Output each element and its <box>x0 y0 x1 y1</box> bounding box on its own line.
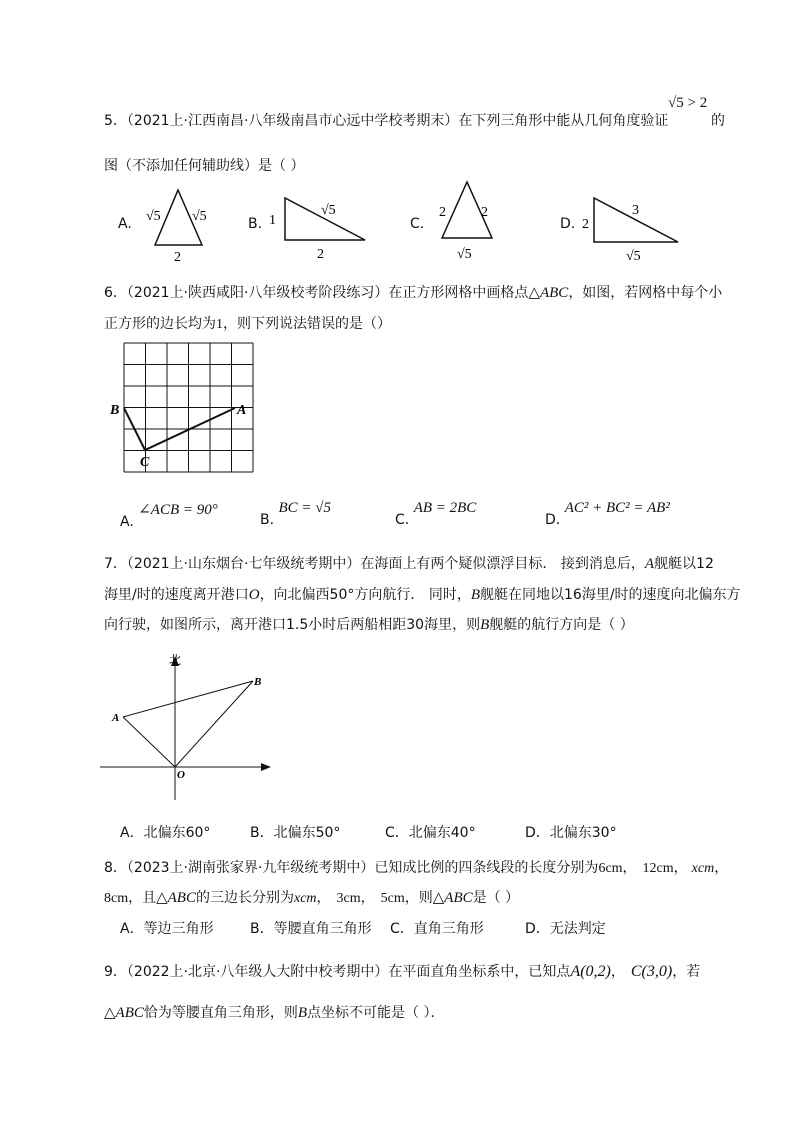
q8-option-c[interactable]: C．直角三角形 <box>390 921 484 937</box>
q5-stem-tail: 的 <box>711 113 725 129</box>
q6-option-a-letter: A. <box>120 514 134 530</box>
q5-line2: 图（不添加任何辅助线）是（ ） <box>104 158 305 174</box>
q8-line2: 8cm，且△ABC的三边长分别为xcm， 3cm， 5cm，则△ABC是（ ） <box>104 890 520 906</box>
q5-option-a-letter[interactable]: A. <box>118 216 132 232</box>
q7-option-a[interactable]: A．北偏东60° <box>120 825 211 841</box>
q6-line1: 6．（2021上·陕西咸阳·八年级校考阶段练习）在正方形网格中画格点△ABC，如图，若网格中每个小 <box>104 285 723 301</box>
q5-b-side-left: 1 <box>269 213 276 228</box>
q5-option-d-figure[interactable] <box>578 190 683 265</box>
q5-c-side-left: 2 <box>439 205 446 220</box>
q6-option-c-expr: AB = 2BC <box>413 500 477 516</box>
q6-triangle: △ABC <box>528 285 569 301</box>
q7-line3: 向行驶，如图所示，离开港口1.5小时后两船相距30海里，则B舰艇的航行方向是（ ） <box>104 617 634 633</box>
q6-option-d[interactable] <box>545 500 670 528</box>
q5-stem-1: 5．（2021上·江西南昌·八年级南昌市心远中学校考期末）在下列三角形中能从几何角度验证 <box>104 113 669 129</box>
q9-line1: 9．（2022上·北京·八年级人大附中校考期中）在平面直角坐标系中，已知点A(0,2)， C(3,0)，若 <box>104 963 701 980</box>
q7-label-a: A <box>112 712 120 724</box>
q5-option-d-letter[interactable]: D. <box>560 216 576 232</box>
q5-c-side-base: √5 <box>457 247 472 262</box>
q8-option-a[interactable]: A．等边三角形 <box>120 921 214 937</box>
q9-point-c: C(3,0) <box>630 963 673 980</box>
q5-b-side-hyp: √5 <box>321 203 336 218</box>
q5-inequality: √5 > 2 <box>668 95 708 111</box>
q7-option-c[interactable]: C．北偏东40° <box>385 825 476 841</box>
q7-line2: 海里/时的速度离开港口O，向北偏西50°方向航行． 同时，B舰艇在同地以16海里/时的速度向北偏东方 <box>104 587 741 603</box>
q6-label-b: B <box>110 403 120 418</box>
q7-north-label: 北 <box>169 653 182 667</box>
q5-a-side-base: 2 <box>174 250 181 265</box>
q5-d-side-left: 2 <box>582 217 589 232</box>
q8-option-d[interactable]: D．无法判定 <box>525 921 606 937</box>
q6-option-b-letter: B. <box>260 512 275 528</box>
q5-d-side-base: √5 <box>626 249 641 264</box>
q5-option-b-letter[interactable]: B. <box>248 216 263 232</box>
q6-grid-figure <box>108 335 258 475</box>
q5-d-side-hyp: 3 <box>632 203 639 218</box>
q5-c-side-right: 2 <box>481 205 488 220</box>
q7-compass-figure <box>95 650 280 810</box>
q5-a-side-left: √5 <box>146 209 161 224</box>
q6-label-c: C <box>140 455 150 470</box>
q7-label-o: O <box>177 769 185 781</box>
q5-option-a-figure[interactable] <box>140 185 220 265</box>
q6-option-c-letter: C. <box>395 512 410 528</box>
q5-b-side-base: 2 <box>317 247 324 262</box>
q7-option-b[interactable]: B．北偏东50° <box>250 825 341 841</box>
q5-option-c-figure[interactable] <box>425 178 505 264</box>
q5-option-b-figure[interactable] <box>265 190 375 265</box>
q6-label-a: A <box>237 403 247 418</box>
q6-option-b-expr: BC = √5 <box>278 500 332 516</box>
q7-line1: 7．（2021上·山东烟台·七年级统考期中）在海面上有两个疑似漂浮目标． 接到消息后，A舰艇以12 <box>104 556 714 572</box>
q6-option-b[interactable] <box>260 500 332 528</box>
q7-label-b: B <box>254 676 262 688</box>
q9-point-a: A(0,2) <box>570 963 611 980</box>
q8-line1: 8．（2023上·湖南张家界·九年级统考期中）已知成比例的四条线段的长度分别为6cm， 12cm， xcm， <box>104 860 729 876</box>
q5-option-c-letter[interactable]: C. <box>410 216 425 232</box>
q8-option-b[interactable]: B．等腰直角三角形 <box>250 921 372 937</box>
q6-unit-length: 1 <box>216 317 223 332</box>
q6-option-d-letter: D. <box>545 512 561 528</box>
q6-line2: 正方形的边长均为1，则下列说法错误的是（） <box>104 316 391 332</box>
q9-line2: △ABC恰为等腰直角三角形，则B点坐标不可能是（ ）． <box>104 1005 445 1021</box>
q6-option-a-expr: ∠ACB = 90° <box>138 502 218 518</box>
q6-option-d-expr: AC² + BC² = AB² <box>564 500 670 516</box>
q6-option-c[interactable] <box>395 500 477 528</box>
q5-a-side-right: √5 <box>192 209 207 224</box>
q7-option-d[interactable]: D．北偏东30° <box>525 825 617 841</box>
q5-line1 <box>104 110 668 130</box>
q6-option-a[interactable] <box>120 500 218 530</box>
